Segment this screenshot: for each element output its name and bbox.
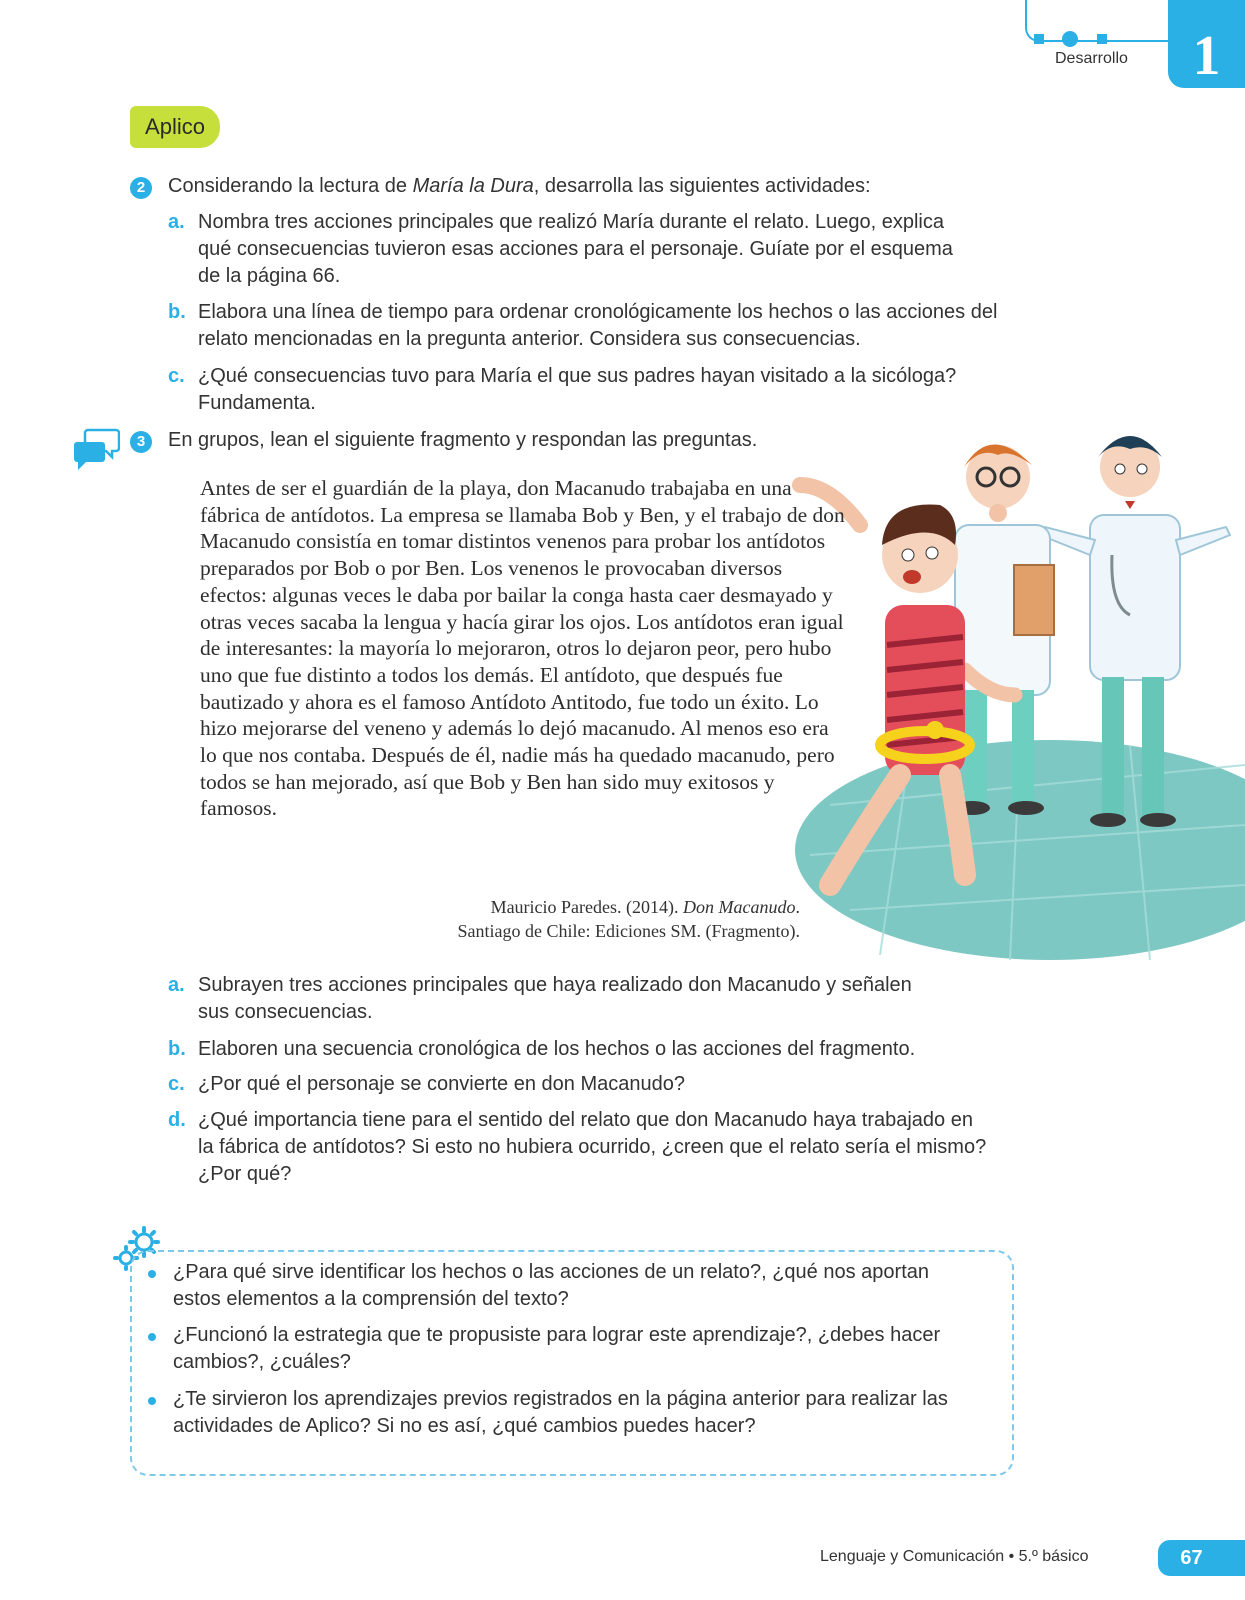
bullet-dot xyxy=(148,1333,156,1341)
item-text: ¿Qué importancia tiene para el sentido del relato que don Macanudo haya trabajado en la fábrica de antídotos? Si esto no hubiera ocurrido, ¿creen que el relato sería el mismo? ¿Por qué? xyxy=(198,1109,987,1185)
item-letter: d. xyxy=(168,1109,186,1131)
bullet-dot xyxy=(148,1397,156,1405)
item-text: ¿Por qué el personaje se convierte en don Macanudo? xyxy=(198,1073,685,1095)
header-square-dot xyxy=(1097,34,1107,44)
illustration-don-macanudo xyxy=(790,405,1245,970)
q3-item-c xyxy=(168,1071,1008,1098)
item-letter: b. xyxy=(168,1038,186,1060)
section-label: Desarrollo xyxy=(1055,50,1128,67)
source-publisher: Santiago de Chile: Ediciones SM. (Fragmento). xyxy=(457,921,800,941)
q2-item-b xyxy=(168,299,1008,353)
reading-passage: Antes de ser el guardián de la playa, don Macanudo trabajaba en una fábrica de antídotos. La empresa se llamaba Bob y Ben, y el trabajo de don Macanudo consistía en tomar distintos venenos para probar los antídotos preparados por Bob o por Ben. Los venenos le provocaban diversos efectos: algunas veces le daba por bailar la conga hasta caer desmayado y otras veces sacaba la lengua y hacía girar los ojos. Los antídotos eran igual de interesantes: la mayoría lo mejoraron, otros lo dejaron peor, pero hubo uno que fue distinto a todos los demás. El antídoto, que después fue bautizado y ahora es el famoso Antídoto Antitodo, fue todo un éxito. Lo hizo mejorarse del veneno y además lo dejó macanudo. Al menos eso era lo que nos contaba. Después de él, nadie más ha quedado macanudo, pero todos se han mejorado, así que Bob y Ben han sido muy exitosos y famosos. xyxy=(200,476,845,821)
item-letter: c. xyxy=(168,1073,185,1095)
footer-subject: Lenguaje y Comunicación • 5.º básico xyxy=(820,1548,1089,1565)
question-number-2: 2 xyxy=(130,177,152,199)
q3-item-d xyxy=(168,1107,988,1188)
item-text: Elaboren una secuencia cronológica de los hechos o las acciones del fragmento. xyxy=(198,1038,916,1060)
source-punctuation: . xyxy=(795,897,800,917)
intro-text: Considerando la lectura de xyxy=(168,175,413,197)
q3-item-b xyxy=(168,1036,1008,1063)
book-title: María la Dura xyxy=(412,175,534,197)
item-letter: a. xyxy=(168,211,185,233)
bullet-text: ¿Funcionó la estrategia que te propusiste para lograr este aprendizaje?, ¿debes hacer cambios?, ¿cuáles? xyxy=(173,1324,941,1373)
reading-source xyxy=(330,895,800,943)
header-square-dot xyxy=(1034,34,1044,44)
item-text: Subrayen tres acciones principales que haya realizado don Macanudo y señalen sus consecuencias. xyxy=(198,974,912,1023)
item-text: ¿Qué consecuencias tuvo para María el que sus padres hayan visitado a la sicóloga? Fundamenta. xyxy=(198,365,957,414)
q3-item-a xyxy=(168,972,918,1026)
source-author: Mauricio Paredes. (2014). xyxy=(490,897,684,917)
reflection-bullet xyxy=(148,1259,968,1313)
bullet-dot xyxy=(148,1270,156,1278)
source-title: Don Macanudo xyxy=(683,897,796,917)
aplico-badge: Aplico xyxy=(130,106,220,148)
item-text: Elabora una línea de tiempo para ordenar cronológicamente los hechos o las acciones del relato mencionadas en la pregunta anterior. Considera sus consecuencias. xyxy=(198,301,998,350)
unit-number-tab: 1 xyxy=(1168,0,1245,88)
item-letter: b. xyxy=(168,301,186,323)
item-text: Nombra tres acciones principales que realizó María durante el relato. Luego, explica qué consecuencias tuvieron esas acciones para el personaje. Guíate por el esquema de la página 66. xyxy=(198,211,953,287)
bullet-text: ¿Te sirvieron los aprendizajes previos registrados en la página anterior para realizar las actividades de Aplico? Si no es así, ¿qué cambios puedes hacer? xyxy=(173,1388,948,1437)
question-3-intro: En grupos, lean el siguiente fragmento y respondan las preguntas. xyxy=(168,429,758,451)
intro-text: , desarrolla las siguientes actividades: xyxy=(533,175,871,197)
reflection-bullet xyxy=(148,1322,968,1376)
page-number: 67 xyxy=(1158,1540,1245,1576)
question-number-3: 3 xyxy=(130,431,152,453)
q2-item-a xyxy=(168,209,978,290)
item-letter: a. xyxy=(168,974,185,996)
bullet-text: ¿Para qué sirve identificar los hechos o las acciones de un relato?, ¿qué nos aportan estos elementos a la comprensión del texto? xyxy=(173,1261,929,1310)
question-2-intro xyxy=(168,173,988,200)
item-letter: c. xyxy=(168,365,185,387)
header-circle-dot xyxy=(1062,31,1078,47)
reflection-bullet xyxy=(148,1386,978,1440)
chat-bubbles-icon xyxy=(74,428,120,477)
